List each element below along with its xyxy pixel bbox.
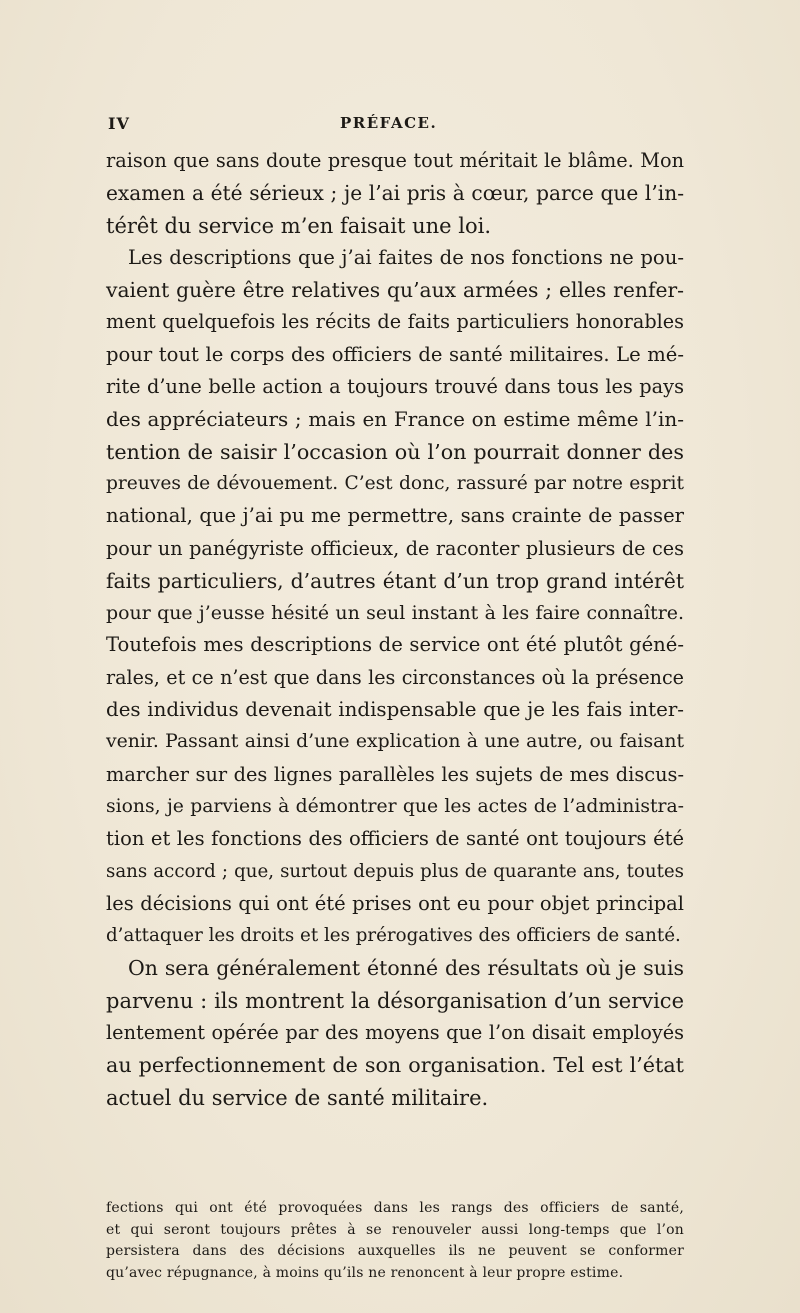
text-line: sions, je parviens à démontrer que les actes de l’administra- <box>106 795 684 817</box>
text-line: térêt du service m’en faisait une loi. <box>106 213 492 238</box>
text-line: tion et les fonctions des officiers de santé ont toujours été <box>106 827 684 851</box>
text-line: des individus devenait indispensable que je les fais inter- <box>106 698 684 722</box>
running-title: PRÉFACE. <box>340 114 438 132</box>
text-line: faits particuliers, d’autres étant d’un trop grand intérêt <box>106 568 684 593</box>
text-line: pour un panégyriste officieux, de raconter plusieurs de ces <box>106 536 684 560</box>
text-line: venir. Passant ainsi d’une explication à une autre, ou faisant <box>106 731 684 753</box>
footnote-line: persistera dans des décisions auxquelles ils ne peuvent se conformer <box>106 1243 684 1259</box>
text-line: On sera généralement étonné des résultats où je suis <box>128 956 684 981</box>
text-line: vaient guère être relatives qu’aux armées ; elles renfer- <box>106 278 684 303</box>
text-line: national, que j’ai pu me permettre, sans crainte de passer <box>106 504 684 528</box>
text-line: examen a été sérieux ; je l’ai pris à cœur, parce que l’in- <box>106 181 684 206</box>
text-line: d’attaquer les droits et les prérogatives des officiers de santé. <box>106 925 681 947</box>
text-line: sans accord ; que, surtout depuis plus de quarante ans, toutes <box>106 860 684 882</box>
footnote-line: et qui seront toujours prêtes à se renouveler aussi long-temps que l’on <box>106 1221 684 1238</box>
footnote-line: fections qui ont été provoquées dans les rangs des officiers de santé, <box>106 1200 684 1216</box>
text-line: pour tout le corps des officiers de santé militaires. Le mé- <box>106 342 684 366</box>
footnote <box>106 1198 684 1284</box>
text-line: marcher sur des lignes parallèles les sujets de mes discus- <box>106 762 684 786</box>
text-line: lentement opérée par des moyens que l’on disait employés <box>106 1021 684 1045</box>
main-text <box>106 145 684 1114</box>
text-line: rales, et ce n’est que dans les circonstances où la présence <box>106 665 684 689</box>
page-number: IV <box>108 114 130 133</box>
text-line: pour que j’eusse hésité un seul instant à les faire connaître. <box>106 602 684 625</box>
text-line: rite d’une belle action a toujours trouvé dans tous les pays <box>106 375 684 399</box>
text-line: actuel du service de santé militaire. <box>106 1085 489 1110</box>
footnote-line: qu’avec répugnance, à moins qu’ils ne renoncent à leur propre estime. <box>106 1264 624 1281</box>
text-line: les décisions qui ont été prises ont eu pour objet principal <box>106 891 684 915</box>
text-line: raison que sans doute presque tout méritait le blâme. Mon <box>106 149 684 172</box>
text-line: tention de saisir l’occasion où l’on pourrait donner des <box>106 439 684 464</box>
text-line: des appréciateurs ; mais en France on estime même l’in- <box>106 407 684 432</box>
text-line: preuves de dévouement. C’est donc, rassuré par notre esprit <box>106 472 684 494</box>
text-line: ment quelquefois les récits de faits particuliers honorables <box>106 310 684 334</box>
text-line: parvenu : ils montrent la désorganisation d’un service <box>106 988 684 1013</box>
text-line: Les descriptions que j’ai faites de nos fonctions ne pou- <box>128 245 684 269</box>
page-header <box>108 114 688 138</box>
text-line: au perfectionnement de son organisation. Tel est l’état <box>106 1053 684 1078</box>
text-line: Toutefois mes descriptions de service ont été plutôt géné- <box>106 633 684 657</box>
